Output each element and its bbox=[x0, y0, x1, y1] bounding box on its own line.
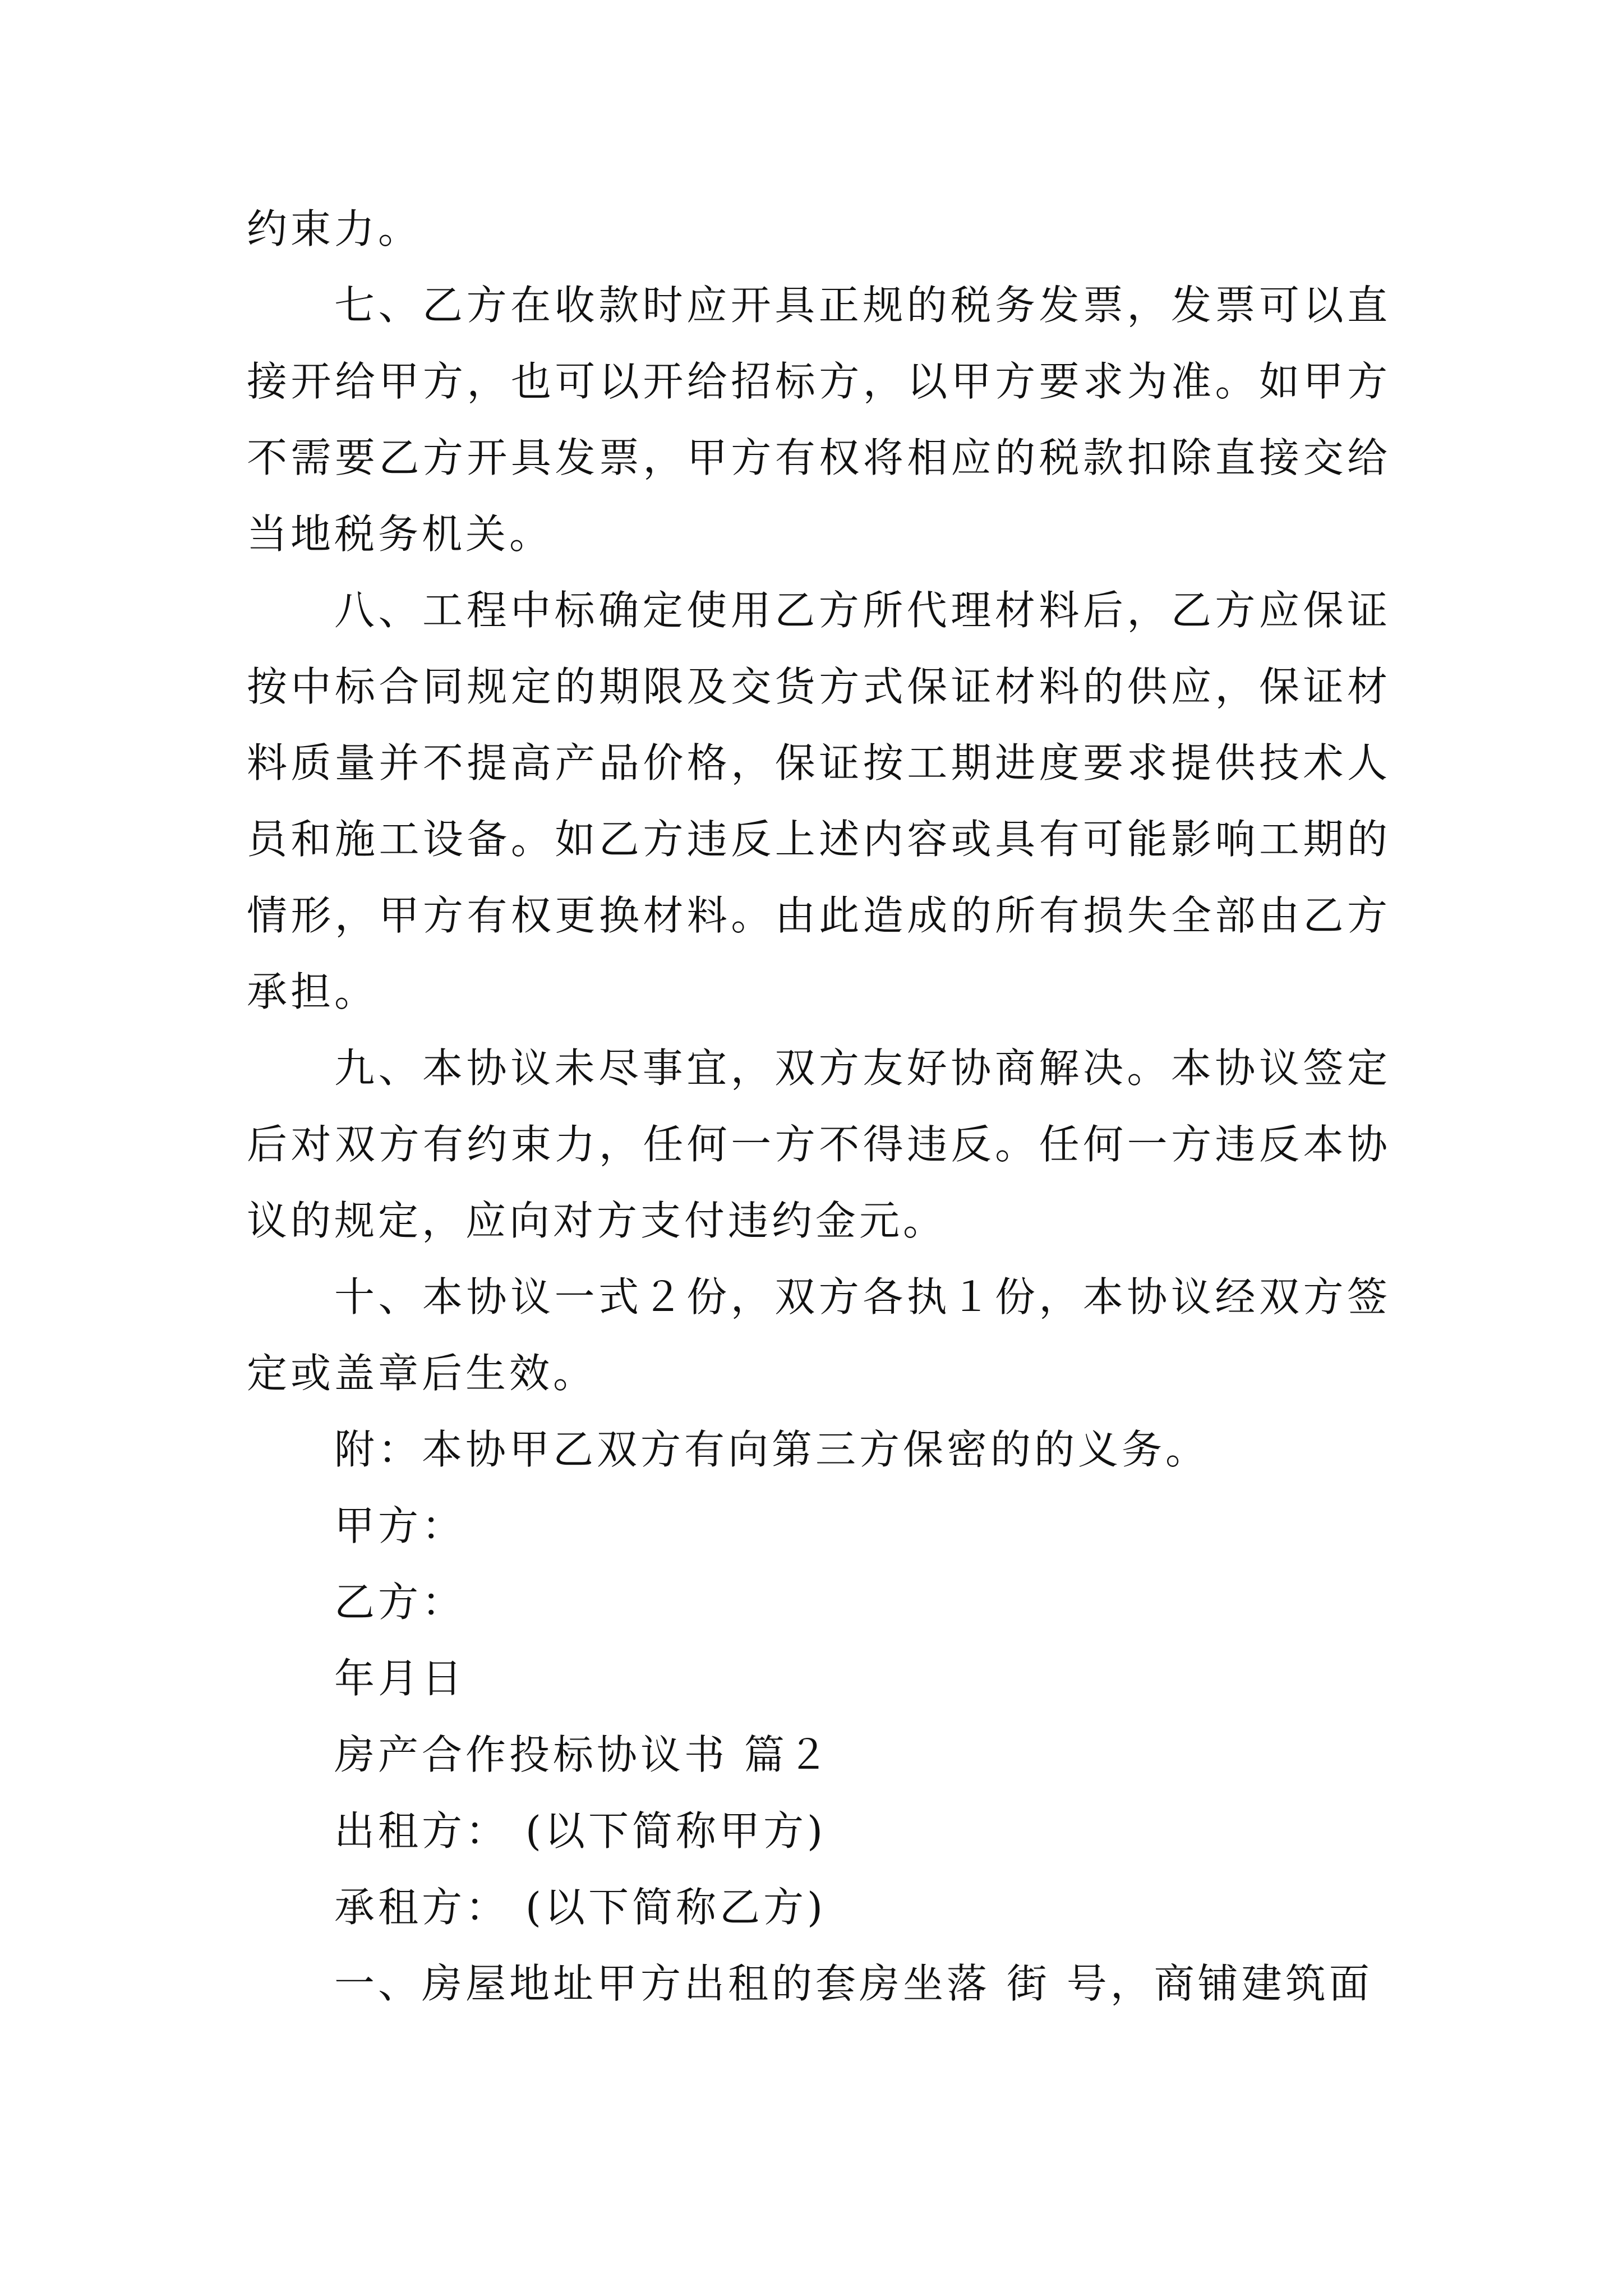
party-b-label: 乙方： bbox=[334, 1579, 466, 1626]
paragraph-continuation: 约束力。 bbox=[247, 205, 422, 252]
lessee-label: 承租方： (以下简称乙方) bbox=[334, 1884, 827, 1931]
paragraph-7: 七、乙方在收款时应开具正规的税务发票，发票可以直接开给甲方，也可以开给招标方，以甲方要求为准。如甲方不需要乙方开具发票，甲方有权将相应的税款扣除直接交给当地税务机关。 bbox=[247, 282, 1391, 558]
lessor-label: 出租方： (以下简称甲方) bbox=[334, 1807, 827, 1855]
appendix-note: 附：本协甲乙双方有向第三方保密的的义务。 bbox=[334, 1426, 1210, 1473]
paragraph-10: 十、本协议一式２份，双方各执１份，本协议经双方签定或盖章后生效。 bbox=[247, 1273, 1391, 1397]
party-a-label: 甲方： bbox=[334, 1502, 466, 1549]
paragraph-9: 九、本协议未尽事宜，双方友好协商解决。本协议签定后对双方有约束力，任何一方不得违反。任何一方违反本协议的规定，应向对方支付违约金元。 bbox=[247, 1045, 1391, 1244]
clause-1: 一、房屋地址甲方出租的套房坐落 街 号，商铺建筑面 bbox=[334, 1960, 1373, 2007]
date-label: 年月日 bbox=[334, 1655, 466, 1702]
section-title: 房产合作投标协议书 篇２ bbox=[334, 1731, 832, 1778]
paragraph-8: 八、工程中标确定使用乙方所代理材料后，乙方应保证按中标合同规定的期限及交货方式保证材料的供应，保证材料质量并不提高产品价格，保证按工期进度要求提供技术人员和施工设备。如乙方违反上述内容或具有可能影响工期的情形，甲方有权更换材料。由此造成的所有损失全部由乙方承担。 bbox=[247, 587, 1391, 1015]
